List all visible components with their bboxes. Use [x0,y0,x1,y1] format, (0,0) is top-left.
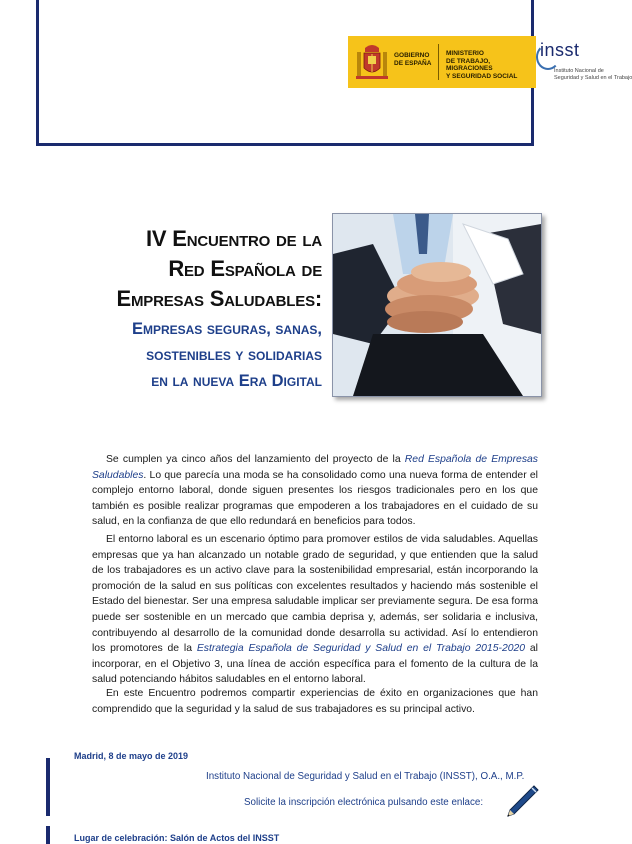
logo-divider [438,44,439,80]
stacked-hands-photo [332,213,542,397]
pen-icon[interactable] [504,784,540,820]
event-title [60,224,322,392]
paragraph-intro: Se cumplen ya cinco años del lanzamiento del proyecto de la Red Española de Empresas Saludables. Lo que parecía una moda se ha consolidado como una nueva forma de entender el complejo entorno laboral, donde siguen presentes los riesgos tradicionales pero en los que también es posible realizar programas que empoderen a los trabajadores en el cuidado de su salud, en la confianza de que ello redundará en beneficios para todos. [92,454,538,528]
spain-coat-of-arms-icon [354,42,390,82]
paragraph-closing: En este Encuentro podremos compartir experiencias de éxito en organizaciones que han comprendido que la seguridad y la salud de sus trabajadores es su principal activo. [92,688,538,715]
strategy-link[interactable]: Estrategia Española de Seguridad y Salud en el Trabajo 2015-2020 [196,643,526,655]
title-line: Red Española de [168,256,322,281]
footer-bar [46,826,50,844]
subtitle-line: sostenibles y solidarias [146,346,322,364]
ministry-label: MINISTERIO DE TRABAJO, MIGRACIONES Y SEGURIDAD SOCIAL [446,50,518,80]
paragraph-workplace: El entorno laboral es un escenario óptimo para promover estilos de vida saludables. Aquellas empresas que ya han alcanzado un notable grado de seguridad, y que entienden que la salud de los trabajadores es un activo clave para la sostenibilidad empresarial, están incorporando la promoción de la salud en sus políticas con excelentes resultados y haciendo más sostenible el Estado del bienestar. Ser una empresa saludable implicar ser previamente segura. De esa forma puede ser sostenible en un mercado que cambia deprisa y, además, ser solidaria e inclusiva, contribuyendo al desarrollo de la comunidad donde desarrolla su actividad. Así lo entendieron los promotores de la Estrategia Española de Seguridad y Salud en el Trabajo 2015-2020 al incorporar, en el Objetivo 3, una línea de acción específica para el fomento de la cultura de la salud potenciando hábitos saludables en el entorno laboral. [92,534,538,686]
government-logo [348,36,536,88]
insst-logo [540,40,632,88]
title-line: IV Encuentro de la [145,226,322,251]
venue: Lugar de celebración: Salón de Actos del INSST [74,833,280,843]
insst-subtitle: Instituto Nacional de Seguridad y Salud en el Trabajo [554,68,632,81]
organizer: Instituto Nacional de Seguridad y Salud en el Trabajo (INSST), O.A., M.P. [206,771,525,782]
event-date: Madrid, 8 de mayo de 2019 [74,751,189,761]
gov-label: GOBIERNO DE ESPAÑA [394,52,432,67]
title-line: Empresas Saludables: [116,286,322,311]
red-empresas-link[interactable]: Red Española de Empresas Saludables [92,454,538,481]
subtitle-line: en la nueva Era Digital [151,372,322,390]
signup-text: Solicite la inscripción electrónica pulsando este enlace: [244,797,484,808]
subtitle-line: Empresas seguras, sanas, [131,320,322,338]
insst-logo-text: insst [540,40,580,60]
footer-bar [46,758,50,816]
